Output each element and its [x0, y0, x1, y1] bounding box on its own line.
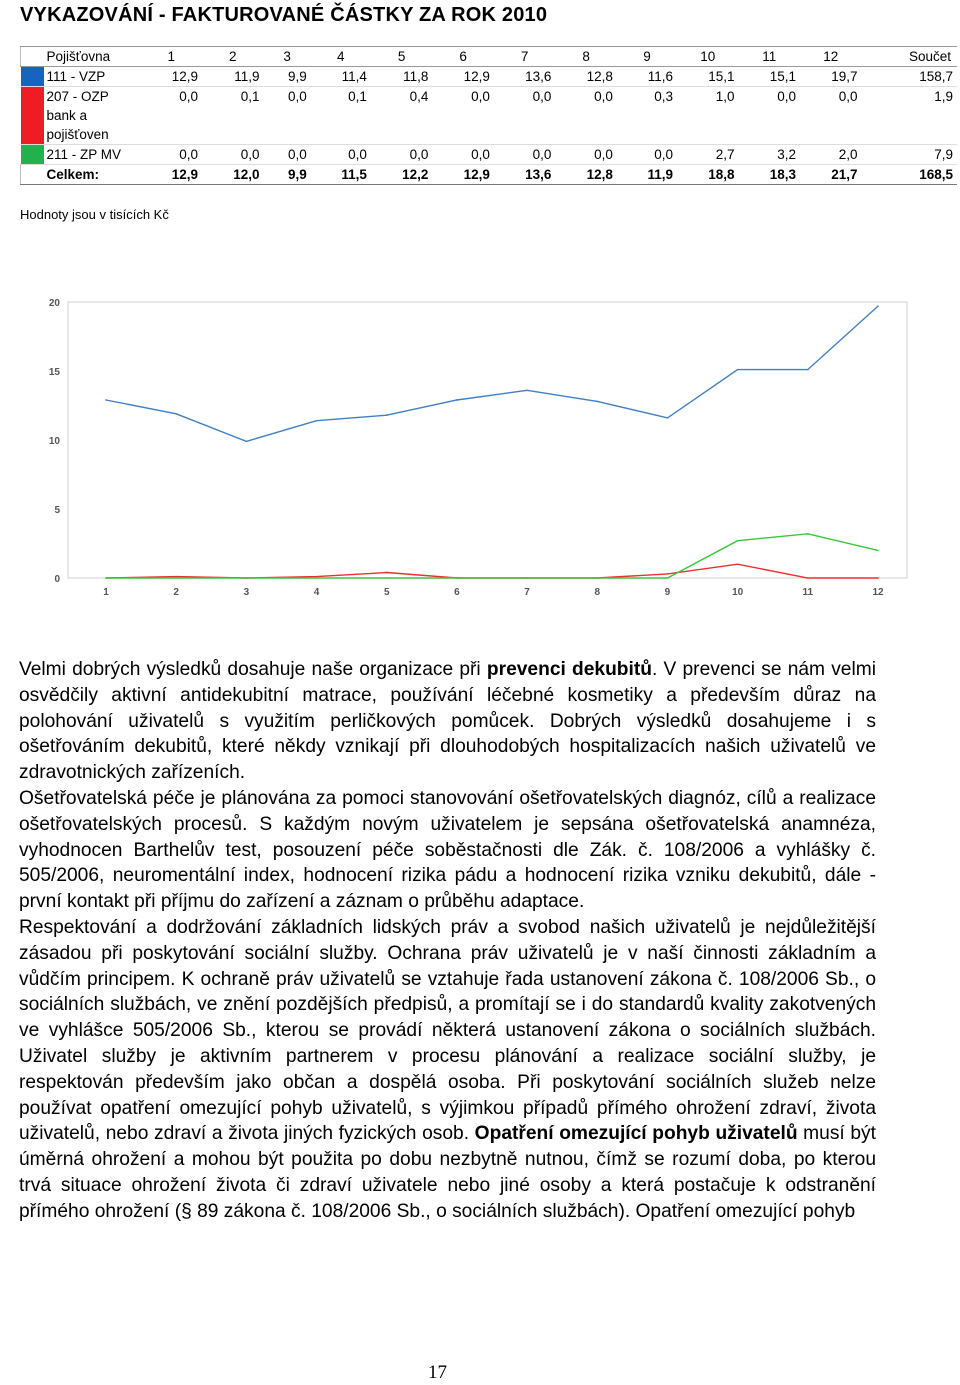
- total-cell: 11,5: [311, 165, 371, 185]
- data-point: [807, 533, 809, 535]
- row-label: 207 - OZP bank a pojišťoven: [44, 87, 141, 145]
- table-cell: 15,1: [739, 67, 801, 87]
- row-label: 211 - ZP MV: [44, 145, 141, 165]
- table-cell: 0,0: [264, 145, 311, 165]
- body-text: [19, 657, 876, 1225]
- x-tick-label: 4: [313, 587, 320, 598]
- row-label: 111 - VZP: [44, 67, 141, 87]
- data-point: [316, 576, 318, 578]
- header-cell: 7: [494, 47, 556, 67]
- header-cell: Pojišťovna: [44, 47, 141, 67]
- header-cell: 4: [311, 47, 371, 67]
- data-point: [175, 577, 177, 579]
- total-cell: 12,9: [141, 165, 203, 185]
- table-cell: 19,7: [800, 67, 862, 87]
- data-point: [737, 369, 739, 371]
- paragraph-nursing: Ošetřovatelská péče je plánována za pomoci stanovování ošetřovatelských diagnóz, cílů a realizace ošetřovatelských procesů. S každým novým uživatelem je sepsána ošetřovatelská anamnéza, vyhodnocen Barthelův test, posouzení péče soběstačnosti dle Zák. č. 108/2006 a vyhlášky č. 505/2006, neuromentální index, hodnocení rizika pádu a hodnocení rizika vzniku dekubitů, dále - první kontakt při příjmu do zařízení a záznam o průběhu adaptace.: [19, 787, 876, 913]
- header-cell: 9: [617, 47, 677, 67]
- table-cell: 0,0: [432, 87, 494, 145]
- table-cell: 0,0: [739, 87, 801, 145]
- table-cell: 9,9: [264, 67, 311, 87]
- table-cell: 1,0: [677, 87, 739, 145]
- x-tick-label: 6: [454, 587, 460, 598]
- total-cell: 12,2: [371, 165, 433, 185]
- table-cell: 0,0: [371, 145, 433, 165]
- total-cell: 21,7: [800, 165, 862, 185]
- table-cell: 2,0: [800, 145, 862, 165]
- total-cell: 12,0: [202, 165, 264, 185]
- y-tick-label: 20: [48, 298, 60, 309]
- x-tick-label: 12: [872, 587, 884, 598]
- header-cell: Součet: [862, 47, 957, 67]
- y-tick-label: 0: [54, 574, 60, 585]
- page-title: VYKAZOVÁNÍ - FAKTUROVANÉ ČÁSTKY ZA ROK 2010: [20, 4, 548, 26]
- data-point: [596, 401, 598, 403]
- data-point: [456, 577, 458, 579]
- x-tick-label: 10: [732, 587, 744, 598]
- total-cell: 9,9: [264, 165, 311, 185]
- header-cell: 10: [677, 47, 739, 67]
- invoice-table: [20, 46, 957, 185]
- data-point: [105, 577, 107, 579]
- table-cell: 12,8: [555, 67, 617, 87]
- x-tick-label: 9: [664, 587, 671, 598]
- header-cell: 6: [432, 47, 494, 67]
- data-point: [877, 577, 879, 579]
- data-point: [246, 577, 248, 579]
- series-color-swatch: [21, 87, 44, 145]
- header-cell: 2: [202, 47, 264, 67]
- header-cell: 12: [800, 47, 862, 67]
- table-cell: 0,0: [494, 87, 556, 145]
- y-tick-label: 5: [54, 505, 60, 516]
- data-point: [175, 576, 177, 578]
- series-line-1: [106, 306, 878, 441]
- x-tick-label: 8: [594, 587, 601, 598]
- series-color-swatch: [21, 67, 44, 87]
- data-point: [246, 441, 248, 443]
- table-cell: 0,0: [141, 145, 203, 165]
- data-point: [737, 563, 739, 565]
- total-cell: 18,3: [739, 165, 801, 185]
- table-total-row: [21, 165, 958, 185]
- table-cell: 0,4: [371, 87, 433, 145]
- table-row: [21, 87, 958, 145]
- table-row: [21, 67, 958, 87]
- data-point: [526, 390, 528, 392]
- x-tick-label: 11: [802, 587, 814, 598]
- total-cell: 168,5: [862, 165, 957, 185]
- series-line-3: [106, 534, 878, 578]
- table-cell: 0,1: [202, 87, 264, 145]
- table-cell: 11,9: [202, 67, 264, 87]
- data-point: [596, 577, 598, 579]
- table-cell: 0,0: [800, 87, 862, 145]
- total-cell: 18,8: [677, 165, 739, 185]
- table-cell: 0,3: [617, 87, 677, 145]
- header-cell: 3: [264, 47, 311, 67]
- table-cell: 12,9: [141, 67, 203, 87]
- header-cell: 5: [371, 47, 433, 67]
- data-point: [175, 413, 177, 415]
- total-cell: 11,9: [617, 165, 677, 185]
- x-tick-label: 5: [383, 587, 390, 598]
- data-point: [807, 577, 809, 579]
- table-cell: 11,6: [617, 67, 677, 87]
- table-cell: 0,0: [202, 145, 264, 165]
- table-cell: 0,0: [141, 87, 203, 145]
- data-point: [667, 417, 669, 419]
- data-point: [456, 399, 458, 401]
- x-tick-label: 7: [524, 587, 530, 598]
- header-cell: 1: [141, 47, 203, 67]
- total-cell: 13,6: [494, 165, 556, 185]
- table-cell: 13,6: [494, 67, 556, 87]
- data-point: [386, 572, 388, 574]
- table-cell: 12,9: [432, 67, 494, 87]
- header-cell: 8: [555, 47, 617, 67]
- header-swatch-cell: [21, 47, 44, 67]
- table-cell: 0,0: [494, 145, 556, 165]
- data-point: [386, 414, 388, 416]
- total-cell: 12,9: [432, 165, 494, 185]
- data-point: [316, 420, 318, 422]
- total-swatch-cell: [21, 165, 44, 185]
- table-cell: 158,7: [862, 67, 957, 87]
- data-point: [877, 305, 879, 307]
- series-line-2: [106, 564, 878, 578]
- table-cell: 0,0: [432, 145, 494, 165]
- table-cell: 11,4: [311, 67, 371, 87]
- page-number: 17: [428, 1362, 447, 1383]
- total-cell: 12,8: [555, 165, 617, 185]
- data-point: [877, 550, 879, 552]
- y-tick-label: 10: [48, 436, 60, 447]
- table-cell: 1,9: [862, 87, 957, 145]
- table-cell: 0,1: [311, 87, 371, 145]
- data-point: [526, 577, 528, 579]
- table-header-row: [21, 47, 958, 67]
- table-cell: 0,0: [555, 145, 617, 165]
- table-note: Hodnoty jsou v tisících Kč: [20, 207, 169, 222]
- data-point: [667, 577, 669, 579]
- paragraph-prevention: Velmi dobrých výsledků dosahuje naše organizace při prevenci dekubitů. V prevenci se nám velmi osvědčily aktivní antidekubitní matrace, používání léčebné kosmetiky a především důraz na polohování uživatelů s využitím perličkových pomůcek. Dobrých výsledků dosahujeme i s ošetřováním dekubitů, které někdy vznikají při dlouhodobých hospitalizacích našich uživatelů ve zdravotnických zařízeních.: [19, 659, 876, 784]
- data-point: [105, 399, 107, 401]
- table-row: [21, 145, 958, 165]
- x-tick-label: 2: [173, 587, 179, 598]
- paragraph-rights: Respektování a dodržování základních lidských práv a svobod našich uživatelů je nejdůležitější zásadou při poskytování sociální služby. Ochrana práv uživatelů je v naší činnosti základním a vůdčím principem. K ochraně práv uživatelů se vztahuje řada ustanovení zákona č. 108/2006 Sb., o sociálních službách, ve znění pozdějších předpisů, a promítají se i do standardů kvality zakotvených ve vyhlášce 505/2006 Sb., kterou se provádí některá ustanovení zákona o sociálních službách. Uživatel služby je aktivním partnerem v procesu plánování a realizace sociální služby, je respektován především jako občan a dospělá osoba. Při poskytování sociálních služeb nelze používat opatření omezující pohyb uživatelů, s výjimkou případů přímého ohrožení zdraví, života uživatelů, nebo zdraví a života jiných fyzických osob. Opatření omezující pohyb uživatelů musí být úměrná ohrožení a mohou být použita po dobu nezbytně nutnou, čímž se rozumí doba, po kterou trvá situace ohrožení života či zdraví uživatele nebo jiné osoby a která postačuje k odstranění přímého ohrožení (§ 89 zákona č. 108/2006 Sb., o sociálních službách). Opatření omezující pohyb: [19, 916, 876, 1222]
- header-cell: 11: [739, 47, 801, 67]
- total-label: Celkem:: [44, 165, 141, 185]
- data-point: [386, 577, 388, 579]
- table-cell: 3,2: [739, 145, 801, 165]
- table-cell: 0,0: [264, 87, 311, 145]
- y-tick-label: 15: [48, 367, 60, 378]
- x-tick-label: 3: [243, 587, 250, 598]
- table-cell: 15,1: [677, 67, 739, 87]
- data-point: [316, 577, 318, 579]
- table-cell: 0,0: [311, 145, 371, 165]
- data-point: [667, 573, 669, 575]
- table-cell: 0,0: [617, 145, 677, 165]
- table-cell: 7,9: [862, 145, 957, 165]
- table-cell: 11,8: [371, 67, 433, 87]
- x-tick-label: 1: [103, 587, 109, 598]
- table-cell: 0,0: [555, 87, 617, 145]
- line-chart: [40, 290, 920, 610]
- table-cell: 2,7: [677, 145, 739, 165]
- data-point: [737, 540, 739, 542]
- data-point: [807, 369, 809, 371]
- series-color-swatch: [21, 145, 44, 165]
